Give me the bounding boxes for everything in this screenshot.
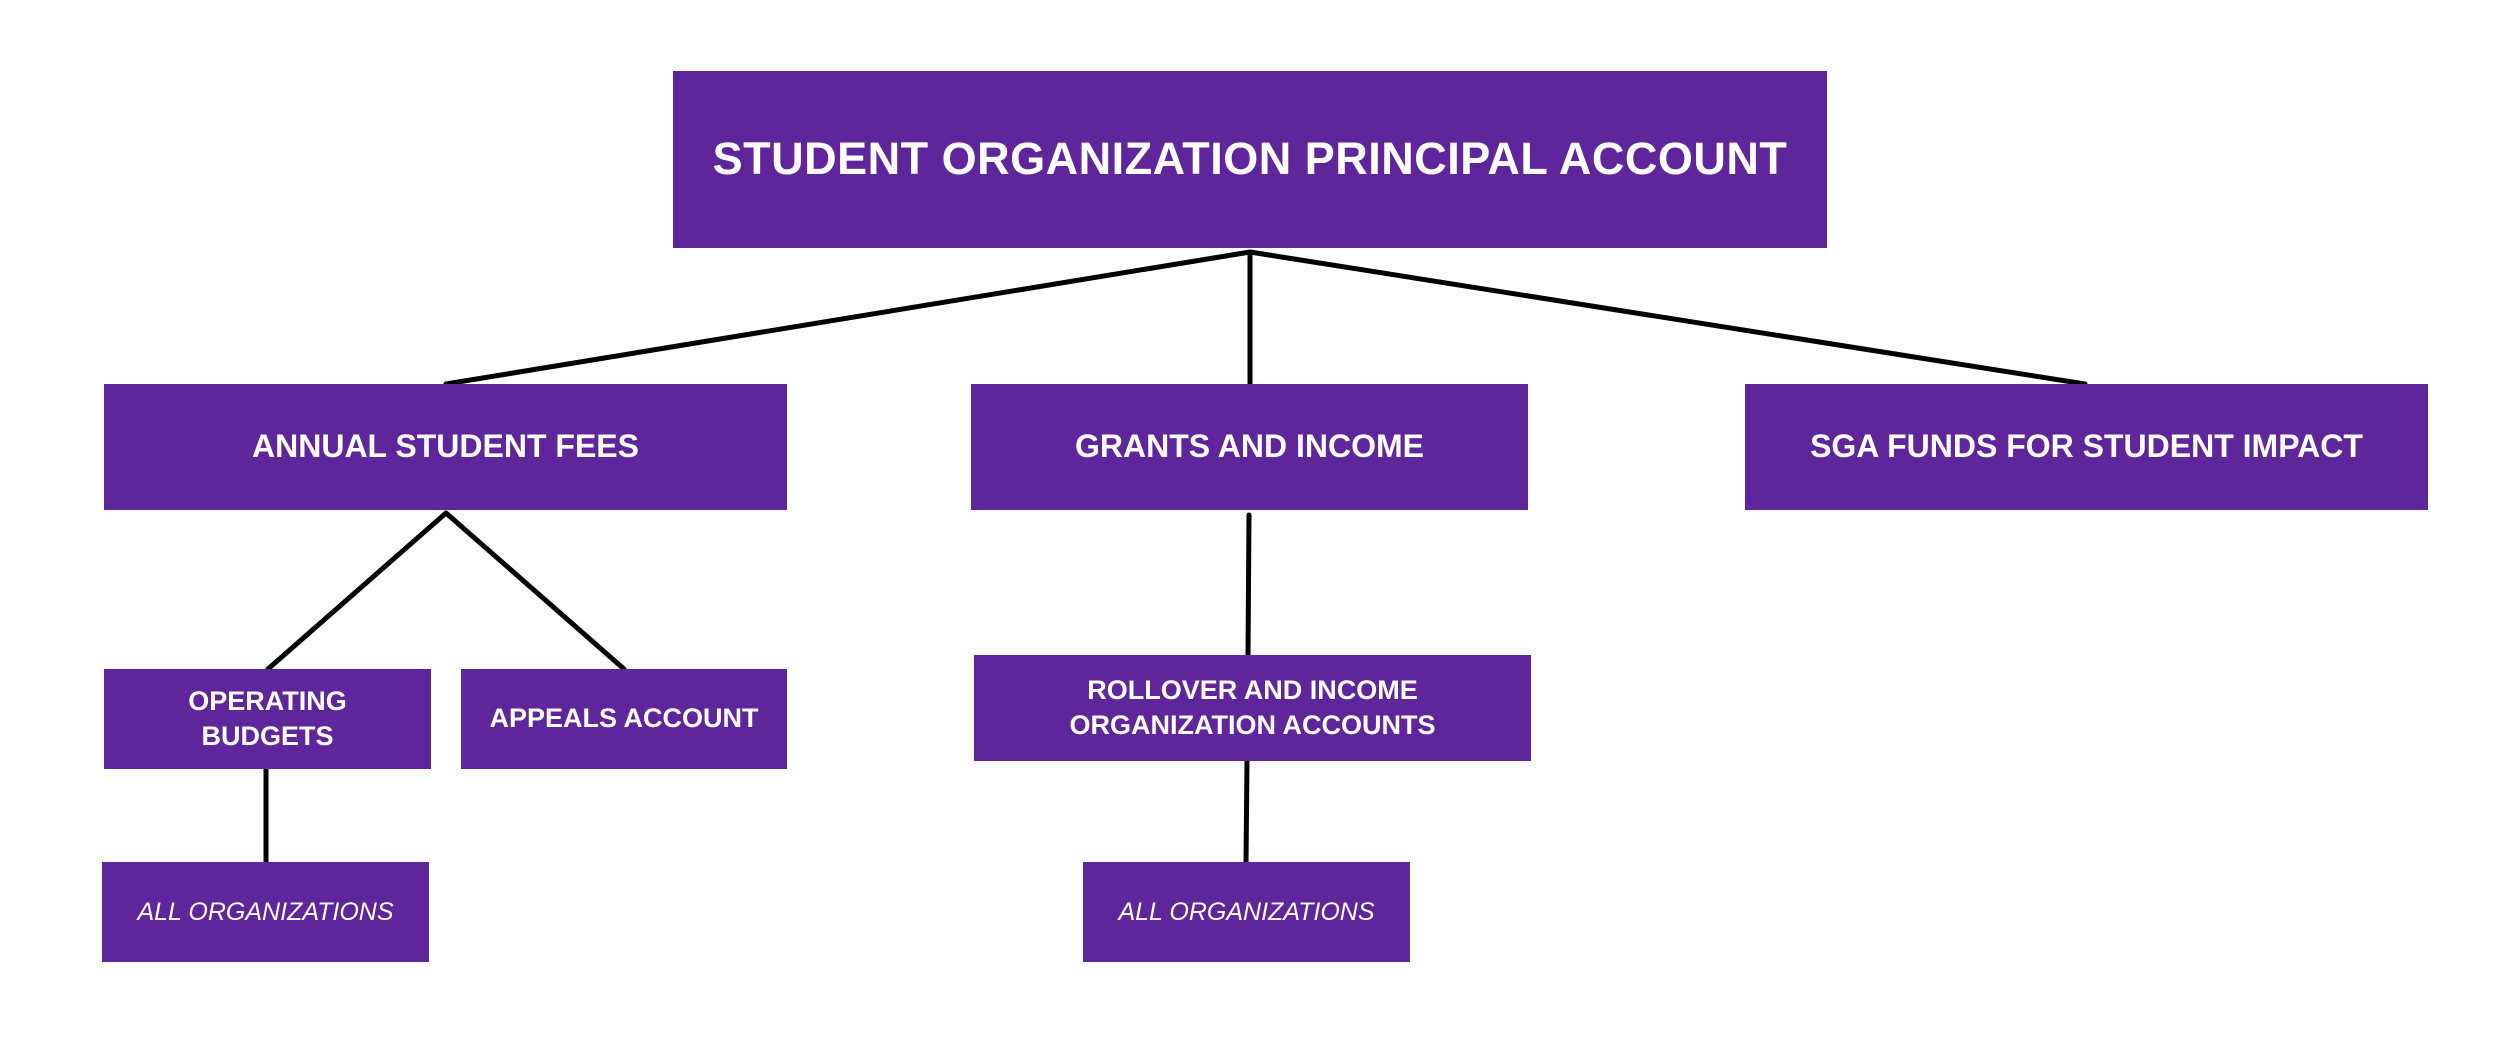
sga-funds-label: SGA FUNDS FOR STUDENT IMPACT [1810,428,2363,465]
all-organizations-label-grants: ALL ORGANIZATIONS [1118,897,1375,926]
connector-fees-to-appeals [446,513,624,669]
annual-student-fees-label: ANNUAL STUDENT FEES [252,428,639,465]
appeals-account-box [461,669,787,769]
grants-and-income-box [971,384,1528,510]
annual-student-fees-box [104,384,787,510]
operating-budgets-label: OPERATING BUDGETS [188,685,347,751]
connector-rollover-to-all-orgs [1246,761,1247,862]
all-organizations-box-grants [1083,862,1410,962]
all-organizations-label-fees: ALL ORGANIZATIONS [137,897,394,926]
connector-grants-to-rollover [1248,515,1249,655]
operating-budgets-box [104,669,431,769]
connector-fees-to-operating [268,513,446,669]
all-organizations-box-fees [102,862,429,962]
grants-and-income-label: GRANTS AND INCOME [1074,428,1425,465]
connector-root-to-sga [1250,252,2085,384]
root-account-label: STUDENT ORGANIZATION PRINCIPAL ACCOUNT [712,133,1788,185]
connector-root-to-fees [446,252,1250,384]
appeals-account-label: APPEALS ACCOUNT [489,703,759,734]
sga-funds-box [1745,384,2428,510]
rollover-income-accounts-label: ROLLOVER AND INCOME ORGANIZATION ACCOUNTS [1069,674,1436,740]
root-account-box [673,71,1827,248]
rollover-income-accounts-box [974,655,1531,761]
